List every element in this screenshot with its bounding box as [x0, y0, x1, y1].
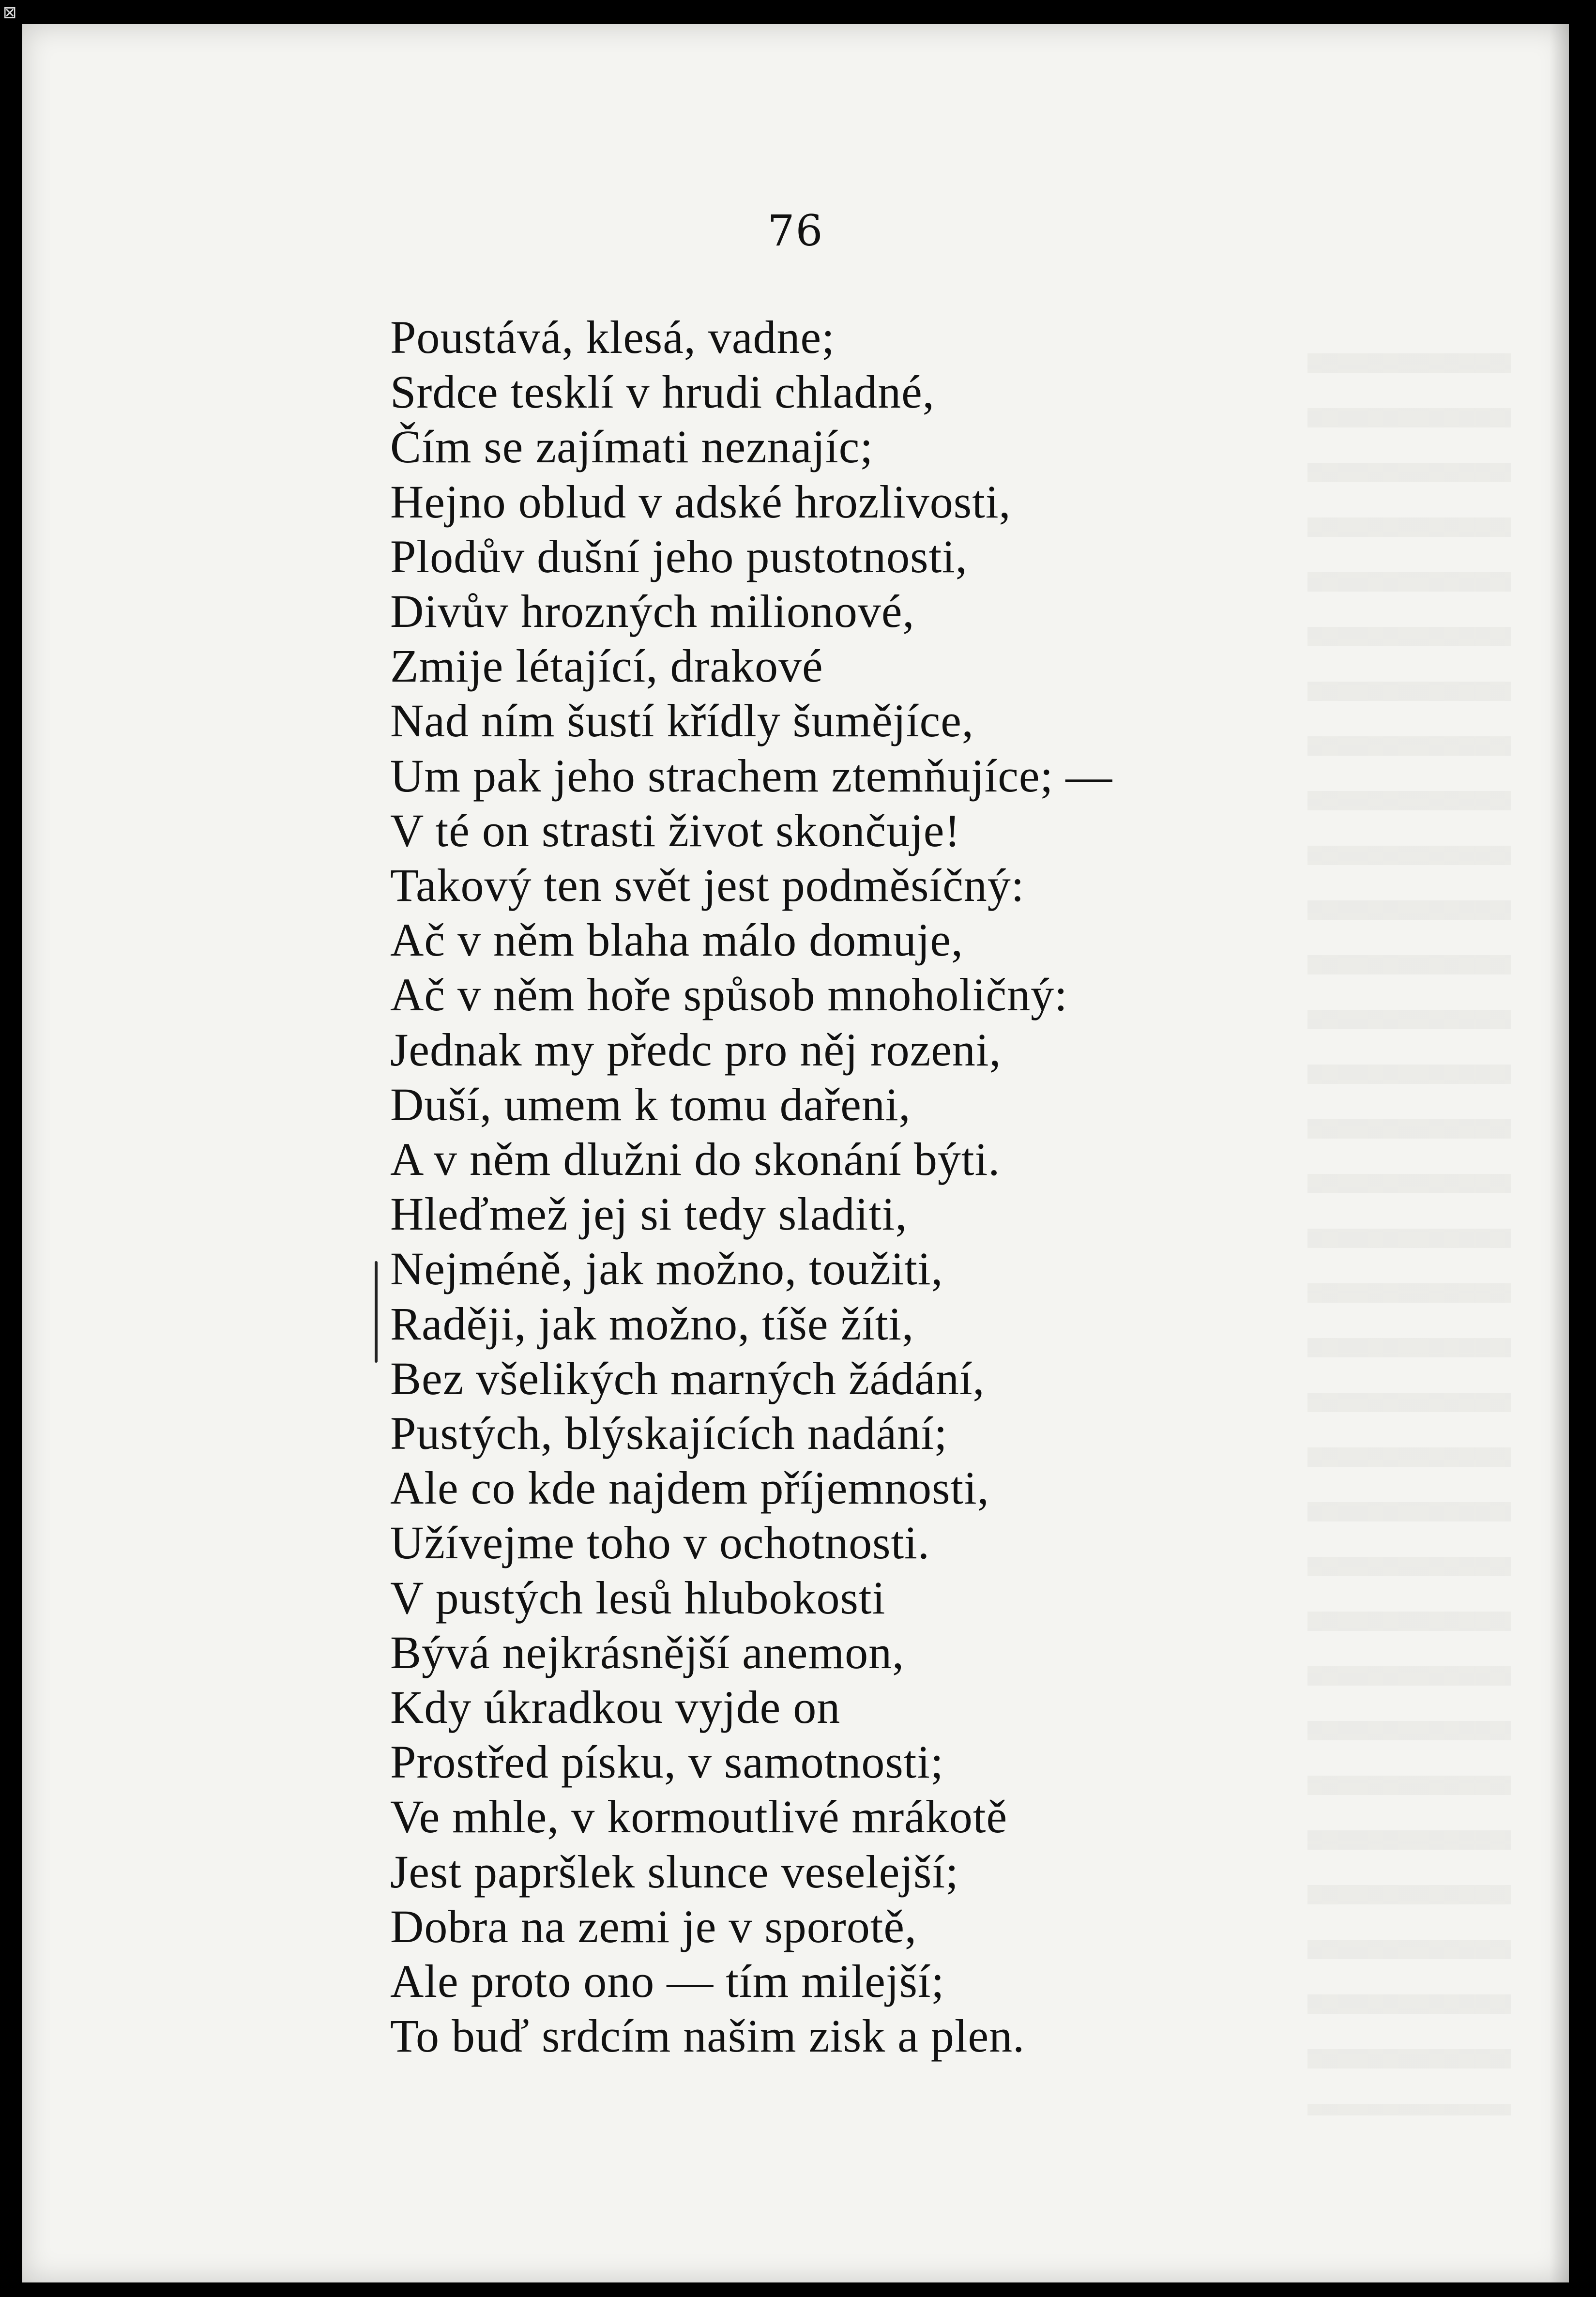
poem-line: Ve mhle, v kormoutlivé mrákotě — [390, 1791, 1008, 1843]
poem-line: Ale co kde najdem příjemnosti, — [390, 1462, 989, 1514]
poem-line: A v něm dlužni do skonání býti. — [390, 1133, 1001, 1186]
poem-line: Plodův dušní jeho pustotnosti, — [390, 530, 968, 582]
poem-line: Poustává, klesá, vadne; — [390, 311, 835, 363]
corner-scan-icon: ⊠ — [3, 3, 17, 22]
poem-line: Bez všelikých marných žádání, — [390, 1352, 985, 1404]
poem-line: Hleďmež jej si tedy sladiti, — [390, 1188, 908, 1240]
poem-line: Ale proto ono — tím milejší; — [390, 1955, 945, 2008]
poem-line: Jednak my předc pro něj rozeni, — [390, 1023, 1002, 1076]
poem-line: Zmije létající, drakové — [390, 640, 823, 692]
poem-line: Pustých, blýskajících nadání; — [390, 1407, 948, 1460]
poem-line: To buď srdcím našim zisk a plen. — [390, 2010, 1025, 2062]
poem-line: Kdy úkradkou vyjde on — [390, 1681, 841, 1734]
poem-line: Ač v něm hoře spůsob mnoholičný: — [390, 969, 1068, 1021]
poem-line: Um pak jeho strachem ztemňujíce; — — [390, 749, 1113, 802]
poem-line: Bývá nejkrásnější anemon, — [390, 1626, 905, 1678]
poem-line: Hejno oblud v adské hrozlivosti, — [390, 475, 1011, 528]
poem-line: Srdce tesklí v hrudi chladné, — [390, 366, 935, 418]
poem-line: Jest papršlek slunce veselejší; — [390, 1845, 959, 1898]
poem-line: Čím se zajímati neznajíc; — [390, 421, 873, 473]
poem-line: Dobra na zemi je v sporotě, — [390, 1900, 917, 1952]
poem-line: Užívejme toho v ochotnosti. — [390, 1517, 930, 1569]
poem-line: V té on strasti život skončuje! — [390, 804, 961, 856]
poem-line: V pustých lesů hlubokosti — [390, 1571, 886, 1624]
page-number: 76 — [767, 206, 824, 256]
poem-line: Ač v něm blaha málo domuje, — [390, 914, 964, 966]
poem-line: Raději, jak možno, tíše žíti, — [390, 1297, 914, 1350]
poem-text — [390, 310, 1455, 2064]
poem-line: Nad ním šustí křídly šumějíce, — [390, 695, 974, 747]
poem-line: Takový ten svět jest podměsíčný: — [390, 859, 1025, 912]
margin-pencil-mark — [375, 1261, 378, 1363]
poem-line: Duší, umem k tomu dařeni, — [390, 1078, 911, 1130]
poem-line: Prostřed písku, v samotnosti; — [390, 1736, 944, 1788]
page-edge-shadow — [1550, 24, 1569, 2282]
book-page — [22, 24, 1569, 2282]
poem-line: Divův hrozných milionové, — [390, 585, 915, 638]
poem-line: Nejméně, jak možno, toužiti, — [390, 1243, 943, 1295]
